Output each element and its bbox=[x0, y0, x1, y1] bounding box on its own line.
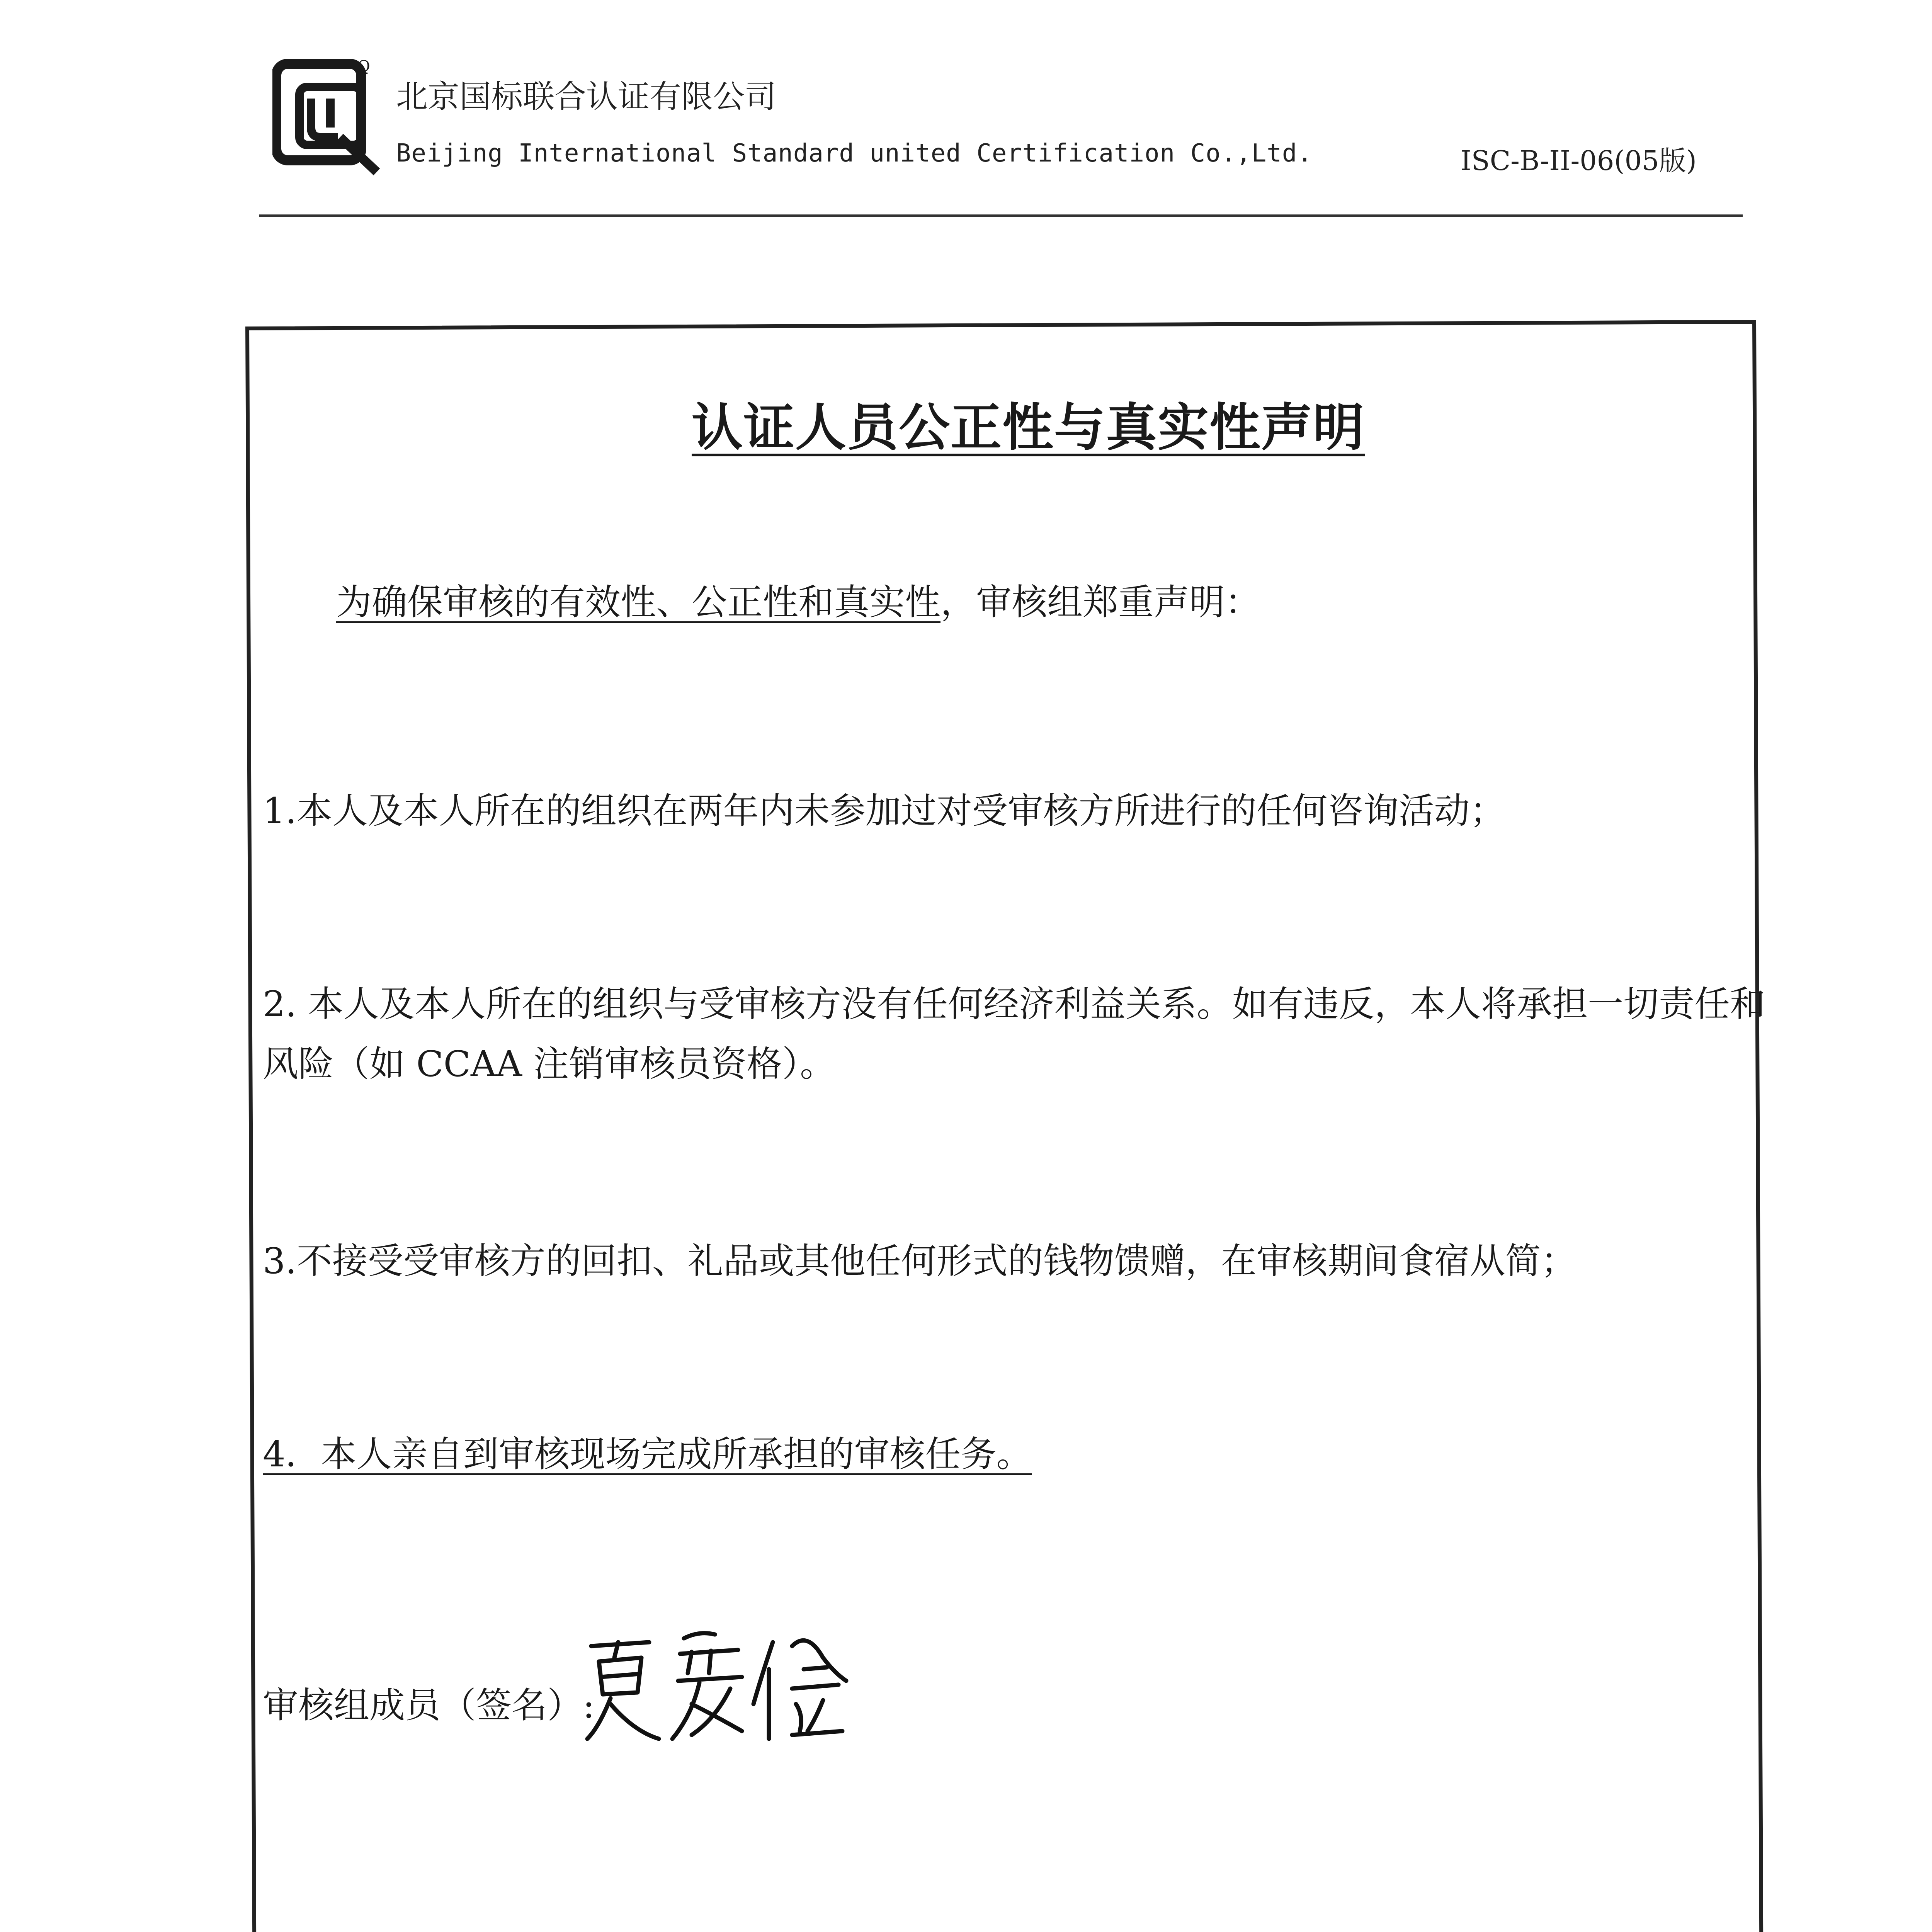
company-name-cn: 北京国标联合认证有限公司 bbox=[396, 78, 777, 115]
header-divider bbox=[259, 214, 1743, 217]
intro-underlined: 为确保审核的有效性、公正性和真实性 bbox=[336, 582, 941, 623]
company-logo bbox=[272, 56, 388, 184]
handwritten-signature bbox=[576, 1615, 854, 1754]
svg-text:Q: Q bbox=[357, 58, 370, 75]
intro-rest: ，审核组郑重声明： bbox=[940, 582, 1261, 623]
signature-label: 审核组成员（签名）: bbox=[263, 1685, 595, 1726]
statement-item-2-line-1: 2. 本人及本人所在的组织与受审核方没有任何经济利益关系。如有违反，本人将承担一切责任和 bbox=[263, 983, 1766, 1025]
statement-title: 认证人员公正性与真实性声明 bbox=[692, 398, 1365, 457]
statement-intro bbox=[336, 574, 1260, 625]
statement-item-1: 1.本人及本人所在的组织在两年内未参加过对受审核方所进行的任何咨询活动； bbox=[263, 790, 1505, 832]
document-code: ISC-B-II-06(05版) bbox=[1461, 145, 1697, 177]
statement-item-4: 4．本人亲自到审核现场完成所承担的审核任务。 bbox=[263, 1434, 1032, 1475]
statement-item-3: 3.不接受受审核方的回扣、礼品或其他任何形式的钱物馈赠，在审核期间食宿从简； bbox=[263, 1240, 1577, 1282]
statement-item-2-line-2: 风险（如 CCAA 注销审核员资格）。 bbox=[263, 1043, 836, 1085]
company-name-en: Beijing International Standard united Certification Co.,Ltd. bbox=[396, 139, 1313, 168]
